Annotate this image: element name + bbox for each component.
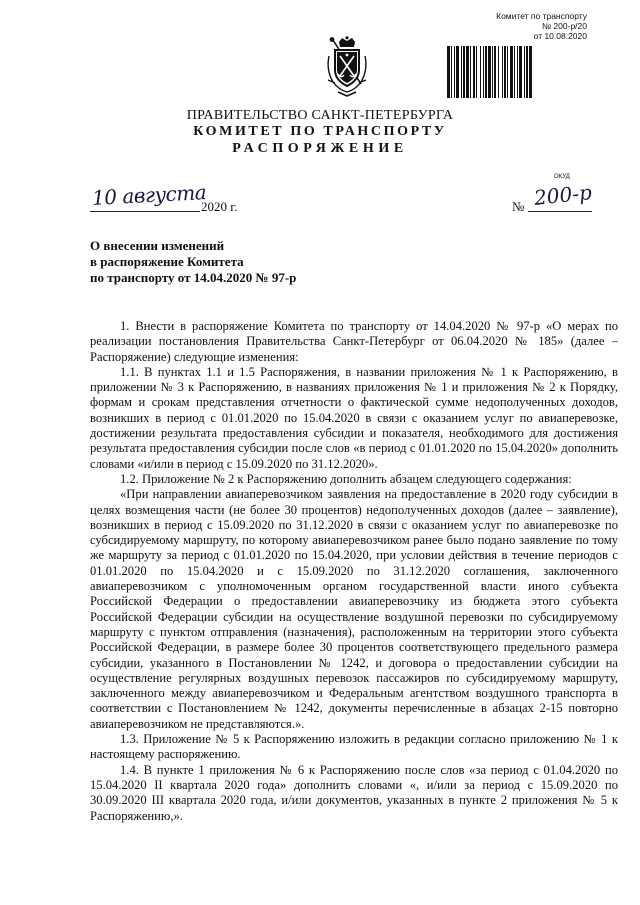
coat-of-arms-icon	[324, 36, 370, 98]
number-label: №	[512, 199, 525, 214]
handwritten-number: 200-р	[532, 180, 593, 210]
document-type: РАСПОРЯЖЕНИЕ	[232, 141, 408, 156]
paragraph-1-1: 1.1. В пунктах 1.1 и 1.5 Распоряжения, в названии приложения № 1 к Распоряжению, в приложении № 3 к Распоряжению, в названиях приложения № 1 и приложения № 2 к Порядку, формам и срокам представления отчетности о фактической сумме недополученных доходов, возникших в период с 01.01.2020 по 15.04.2020 в связи с оказанием услуг по авиаперевозке, достижении результата предоставления субсидии и показателя, необходимого для достижения результата предоставления субсидии после слов «в период с 01.01.2020 по 15.04.2020» дополнить словами «и/или в период с 15.09.2020 по 31.12.2020».	[90, 364, 618, 471]
okud-label: ОКУД	[554, 174, 570, 180]
subject-line: О внесении изменений	[90, 238, 225, 253]
paragraph-1: 1. Внести в распоряжение Комитета по транспорту от 14.04.2020 № 97-р «О мерах по реализации постановления Правительства Санкт-Петербург от 06.04.2020 № 185» (далее – Распоряжение) следующие изменения:	[90, 319, 618, 364]
paragraph-1-4: 1.4. В пункте 1 приложения № 6 к Распоряжению после слов «за период с 01.04.2020 по 15.04.2020 II квартала 2020 года» дополнить словами «, и/или за период с 15.09.2020 по 30.09.2020 III квартала 2020 года, и/или документов, указанных в пункте 2 приложения № 5 к Распоряжению,».	[90, 762, 618, 823]
paragraph-1-3: 1.3. Приложение № 5 к Распоряжению изложить в редакции согласно приложению № 1 к настоящему распоряжению.	[90, 732, 618, 762]
registration-stamp	[427, 12, 587, 102]
paragraph-1-2-quote: «При направлении авиаперевозчиком заявления на предоставление в 2020 году субсидии в целях возмещения части (не более 30 процентов) недополученных доходов (далее – заявление), возникших в период с 15.09.2020 по 31.12.2020 в связи с оказанием услуг по авиаперевозке по субсидируемому маршруту, по которому авиаперевозчиком ранее было подано заявление по тому же маршруту за период с 01.01.2020 по 15.04.2020, при условии действия в течение периодов с 01.01.2020 по 15.04.2020 и с 15.09.2020 по 31.12.2020 соглашения, заключенного авиаперевозчиком с уполномоченным органом государственной власти иного субъекта Российской Федерации о предоставлении авиаперевозчику из бюджета этого субъекта Российской Федерации субсидии на осуществление воздушной перевозки по субсидируемому маршруту с пунктом отправления (назначения), расположенным на территории этого субъекта Российской Федерации, в размере более 30 процентов соответствующего предельного размера субсидии, указанного в Постановлении № 1242, и договора о предоставлении субсидии на осуществление регулярных воздушных перевозок пассажиров по субсидируемому маршруту, заключенного между авиаперевозчиком и Федеральным агентством воздушного транспорта в соответствии с Постановлением № 1242, документы перечисленные в абзацах 2-15 повторно авиаперевозчиком не представляются.».	[90, 487, 618, 731]
paragraph-1-2: 1.2. Приложение № 2 к Распоряжению дополнить абзацем следующего содержания:	[120, 471, 572, 486]
government-name: ПРАВИТЕЛЬСТВО САНКТ-ПЕТЕРБУРГА	[186, 108, 454, 123]
handwritten-date: 10 августа	[91, 180, 207, 210]
stamp-number: № 200-р/20	[541, 21, 587, 31]
barcode	[447, 46, 585, 98]
document-subject	[90, 238, 296, 286]
subject-line: по транспорту от 14.04.2020 № 97-р	[90, 270, 297, 285]
committee-name: КОМИТЕТ ПО ТРАНСПОРТУ	[193, 124, 447, 139]
stamp-organization: Комитет по транспорту	[496, 11, 587, 21]
document-body	[90, 319, 618, 824]
stamp-date: от 10.08.2020	[533, 31, 587, 41]
subject-line: в распоряжение Комитета	[90, 254, 244, 269]
date-year: 2020 г.	[201, 199, 238, 214]
